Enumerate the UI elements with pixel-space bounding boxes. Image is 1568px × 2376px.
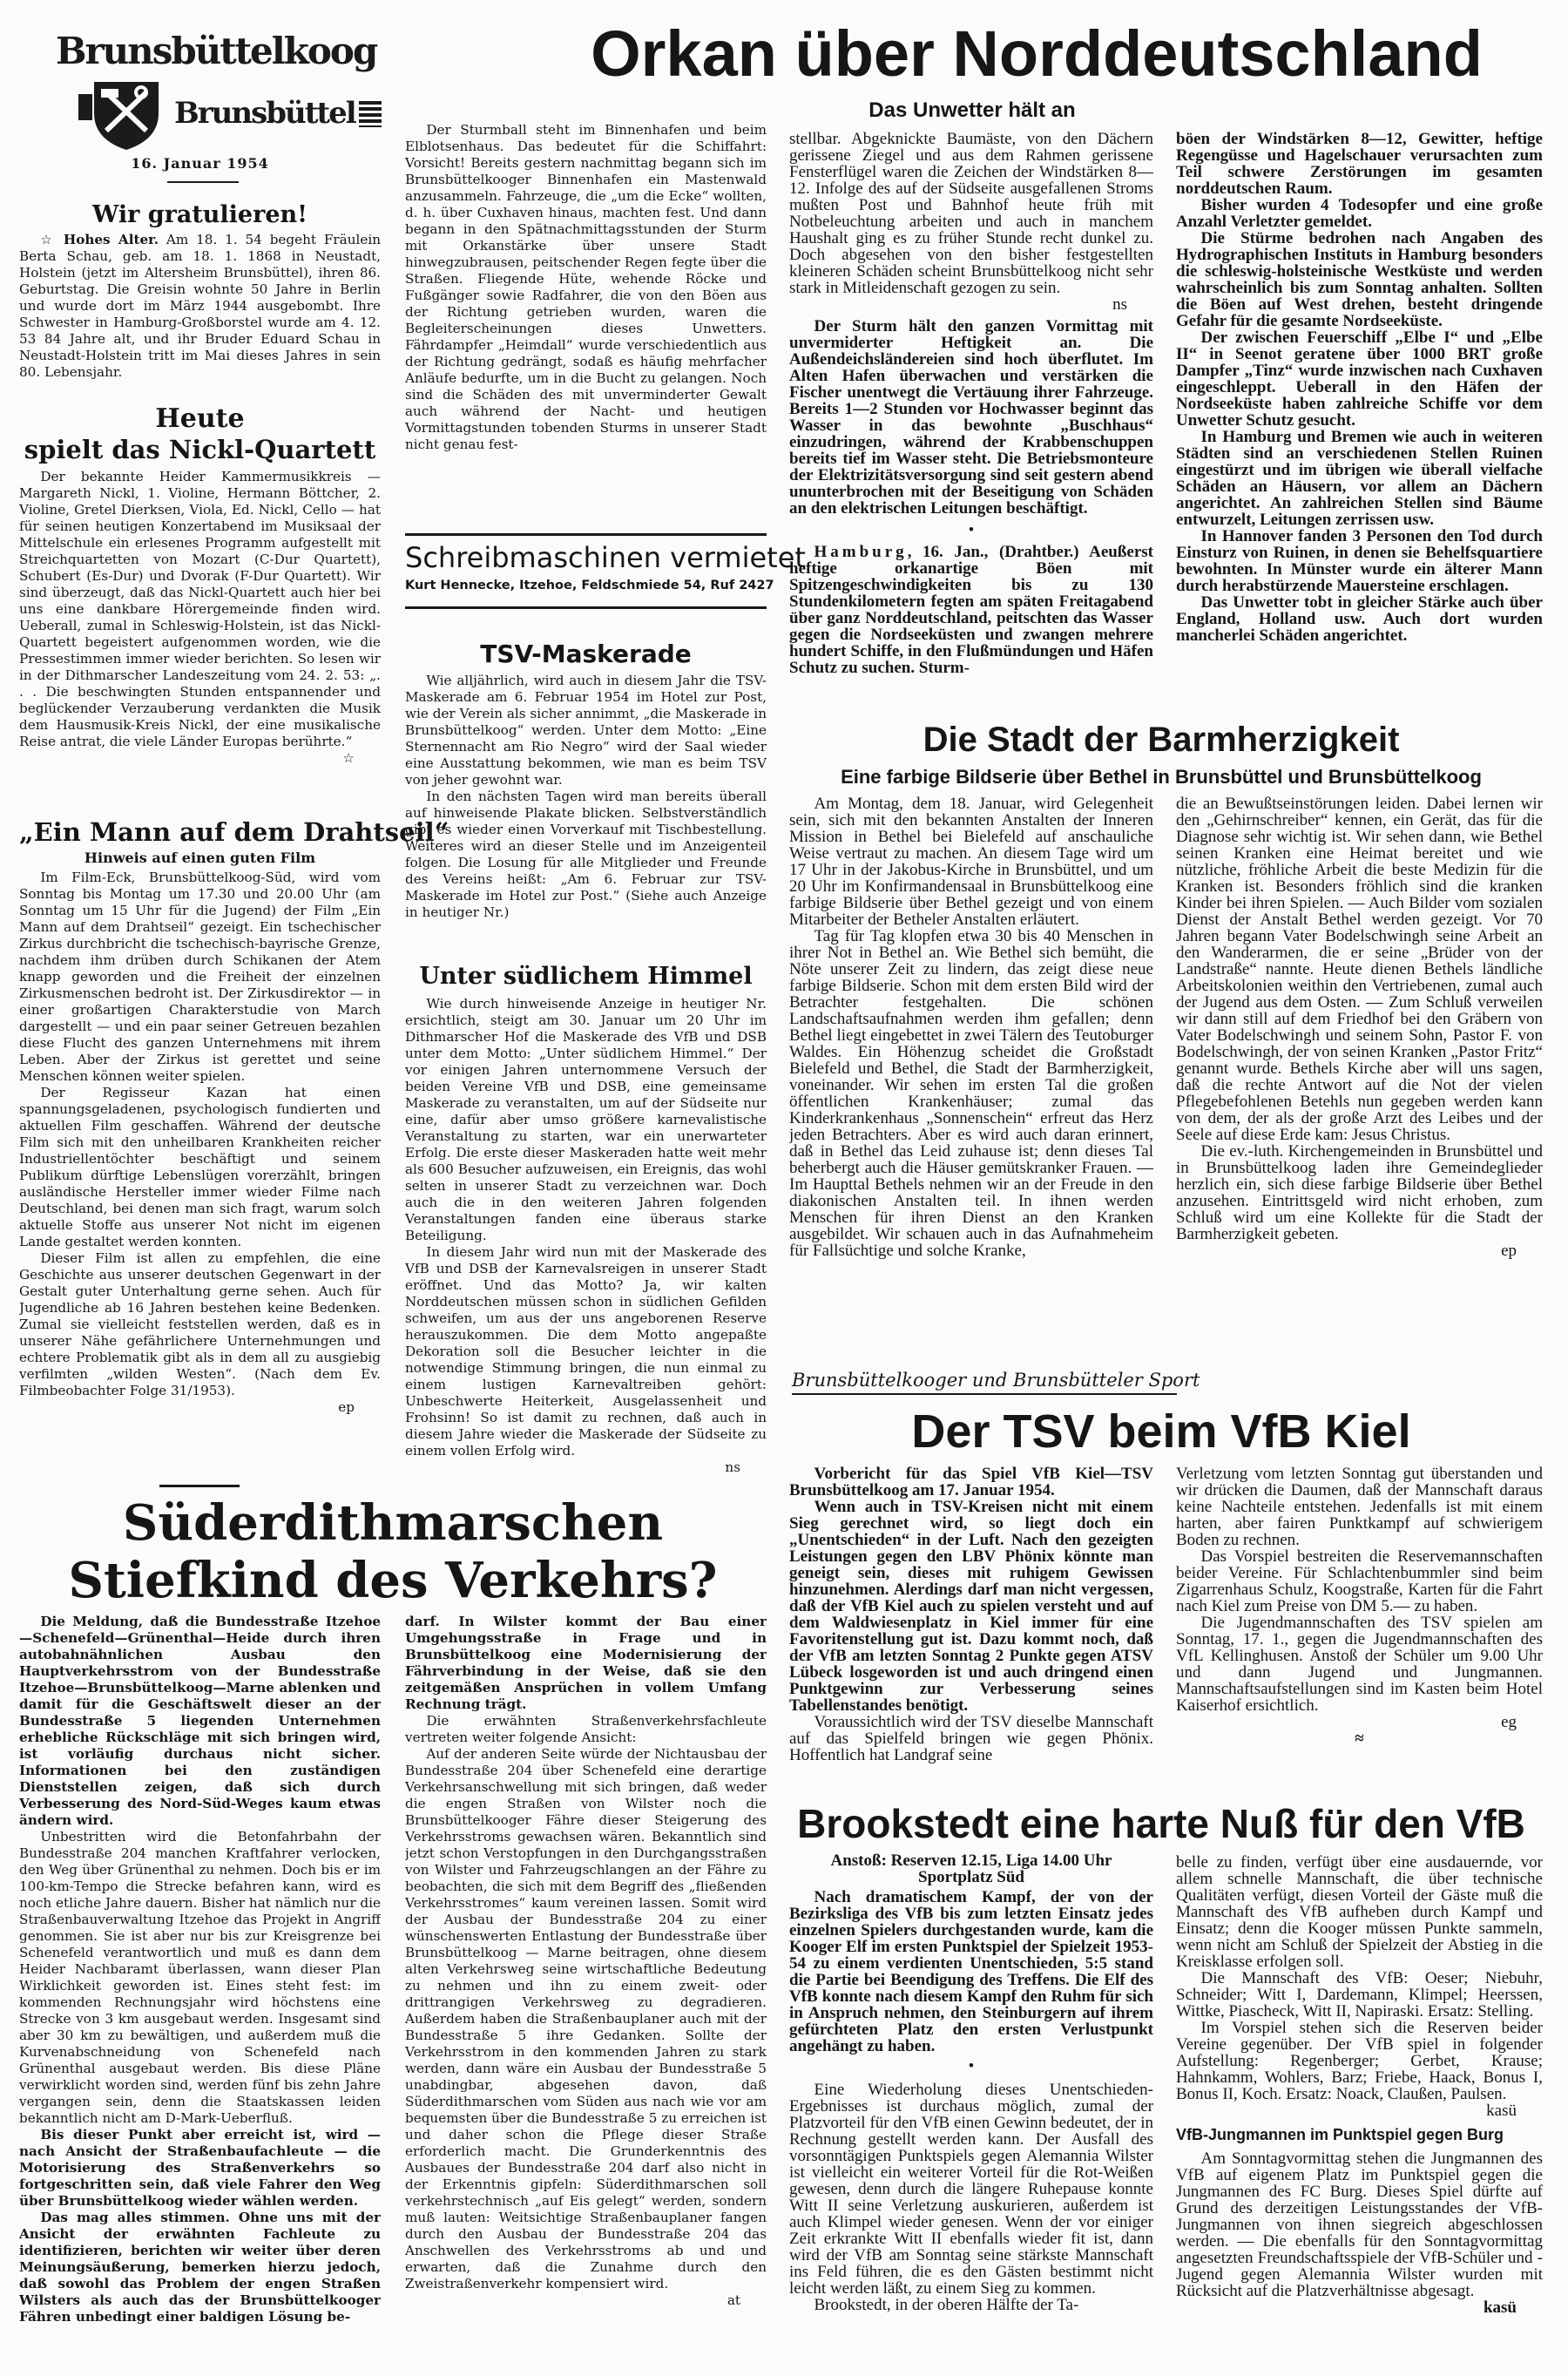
article-body-verkehr-col1 bbox=[19, 1614, 381, 2372]
article-subheading-bethel: Eine farbige Bildserie über Bethel in Brunsbüttel und Brunsbüttelkoog bbox=[841, 766, 1482, 788]
article-heading-maskerade: TSV-Maskerade bbox=[480, 640, 692, 668]
paragraph-list bbox=[789, 131, 1153, 296]
logo-ribbon-decoration bbox=[359, 101, 382, 127]
paragraph: Bisher wurden 4 Todesopfer und eine große Anzahl Verletzter gemeldet. bbox=[1176, 196, 1543, 231]
paragraph-list bbox=[789, 795, 1153, 1259]
article-body-sturmball bbox=[405, 122, 767, 497]
main-subheadline: Das Unwetter hält an bbox=[868, 98, 1076, 122]
paragraph: In den nächsten Tagen wird man bereits überall auf hinweisende Plakate blicken. Selbstverständlich gibt es wieder einen Vorverkauf mit Tischbestellung. Weiteres wird an dieser Stelle und im Anzeigenteil folgen. Die Losung für alle Mitglieder und Freunde des Vereins heißt: „Am 6. Februar zur TSV-Maskerade im Hotel zur Post.“ (Siehe auch Anzeige in heutiger Nr.) bbox=[405, 789, 767, 920]
paragraph: Das Unwetter tobt in gleicher Stärke auch über England, Holland usw. Auch dort wurden mancherlei Schäden angerichtet. bbox=[1176, 593, 1543, 645]
paragraph: Unbestritten wird die Betonfahrbahn der Bundesstraße 204 manchen Kraftfahrer verlocken, den Weg über Grünenthal zu nehmen. Doch bis er im 100-km-Tempo die Strecke befahren kann, wird es noch etliche Jahre dauern. Bisher hat nämlich nur die Straßenbauverwaltung Itzehoe das Projekt in Angriff genommen. Sie ist aber nur bis zur Kreisgrenze bei Schenefeld verantwortlich und muß es dann dem Heider Nachbaramt überlassen, wann dieser Plan Wirklichkeit geworden ist. Eines steht fest: im kommenden Rechnungsjahr wird höchstens eine Strecke von 3 km ausgebaut werden. Insgesamt sind aber 30 km zu bewältigen, und außerdem muß die Kurvenabschneidung von Schenefeld nach Grünenthal ausgebaut werden. Bis diese Pläne verwirklicht worden sind, werden fünf bis zehn Jahre vergangen sein, denn die Staatskassen leiden bekanntlich nicht am D-Mark-Ueberfluß. bbox=[19, 1829, 381, 2126]
paragraph-list bbox=[405, 673, 767, 921]
article-body-bethel-col4 bbox=[1176, 795, 1543, 1364]
paragraph: stellbar. Abgeknickte Baumäste, von den Dächern gerissene Ziegel und aus dem Rahmen gerissene Fensterflügel waren die Zeichen der Windstärken 8—12. Infolge des auf der Südseite ausgefallenen Stroms mußten Post und Bahnhof heute früh mit Notbeleuchtung arbeiten und auch in manchem Haushalt ging es zu früher Stunde recht dunkel zu. Doch abgesehen von den bisher festgestellten kleineren Schäden scheint Brunsbüttelkoog nicht sehr stark in Mitleidenschaft gezogen zu sein. bbox=[789, 131, 1153, 297]
article-body-bethel-col3 bbox=[789, 795, 1153, 1353]
advertisement-address: Kurt Hennecke, Itzehoe, Feldschmiede 54, Ruf 2427 bbox=[405, 579, 774, 592]
paragraph: Der zwischen Feuerschiff „Elbe I“ und „Elbe II“ in Seenot geratene über 1000 BRT große Dampfer „Tinz“ wurde inzwischen nach Cuxhaven eingeschleppt. Ueberall in den Häfen der Nordseeküste haben zahlreiche Schiffe vor dem Unwetter Schutz gesucht. bbox=[1176, 328, 1543, 430]
paragraph: Das mag alles stimmen. Ohne uns mit der Ansicht der erwähnten Fachleute zu identifizieren, berichten wir weiter über deren Meinungsäußerung, bemerken hierzu jedoch, daß sowohl das Problem der engen Straßen Wilsters als auch das der Brunsbüttelkooger Fähren unbedingt einer baldigen Lösung be- bbox=[19, 2210, 381, 2325]
paragraph-list bbox=[405, 996, 767, 1459]
paragraph: In Hannover fanden 3 Personen den Tod durch Einsturz von Ruinen, in denen sie Behelfsquartiere bewohnten. In Münster wurde ein älterer Mann durch herabstürzende Mauersteine erschlagen. bbox=[1176, 527, 1543, 595]
paragraph-list bbox=[405, 1614, 767, 2292]
author-signature: ep bbox=[338, 1399, 355, 1415]
article-divider bbox=[159, 1485, 240, 1487]
paragraph: In Hamburg und Bremen wie auch in weiteren Städten sind an verschiedenen Stellen Ruinen eingestürzt und im übrigen wie überall vielfache Schäden an Häusern, vor allem an Dächern angerichtet. An zahlreichen Stellen sind Bäume entwurzelt, Leitungen zerrissen usw. bbox=[1176, 428, 1543, 529]
article-heading-himmel: Unter südlichem Himmel bbox=[419, 963, 753, 990]
article-body-brookstedt-col4 bbox=[1176, 1854, 1543, 2375]
article-body-verkehr-col2 bbox=[405, 1614, 767, 2372]
paragraph-list bbox=[405, 122, 767, 453]
paragraph: Verletzung vom letzten Sonntag gut überstanden und wir drücken die Daumen, daß der Mannschaft daraus keine Nachteile entstehen. Jedenfalls ist mit einem harten, aber fairen Punktkampf auf schwierigem Boden zu rechnen. bbox=[1176, 1466, 1543, 1549]
paragraph: Eine Wiederholung dieses Unentschieden-Ergebnisses ist durchaus möglich, zumal der Platzvorteil für den VfB einen Gewinn bedeutet, der in Rechnung gestellt werden kann. Der Ausfall des vorsonntägigen Punktspiels gegen Alemannia Wilster ist vielleicht ein weiterer Vorteil für die Rot-Weißen gewesen, denn durch die längere Ruhepause konnte Witt II seine Verletzung auskurieren, außerdem ist auch Klimpel wieder genesen. Wenn der vor einiger Zeit erkrankte Witt II ebenfalls wieder fit ist, dann wird der VfB am Sonntag seine stärkste Mannschaft ins Feld führen, die es den Gästen bestimmt nicht leicht werden läßt, zu einem Sieg zu kommen. bbox=[789, 2081, 1153, 2298]
paragraph: Im Vorspiel stehen sich die Reserven beider Vereine gegenüber. Der VfB spiel in folgender Aufstellung: Regenberger; Gerbet, Krause; Hahnkamm, Wohlers, Barz; Friebe, Haack, Bonus I, Bonus II, Koch. Ersatz: Noack, Claußen, Paulsen. bbox=[1176, 2019, 1543, 2103]
article-heading-tsv-kiel: Der TSV beim VfB Kiel bbox=[911, 1405, 1411, 1458]
article-body-nickl bbox=[19, 469, 381, 816]
section-label-underline bbox=[792, 1393, 1177, 1395]
paragraph: Der Sturm hält den ganzen Vormittag mit unvermiderter Heftigkeit an. Die Außendeichsländereien sind hoch überflutet. Im Alten Hafen überwachen und verstärken die Fischer unentwegt die Vertäuung ihrer Fahrzeuge. Bereits 1—2 Stunden vor Hochwasser beginnt das Wasser in das bewohnte „Buschhaus“ einzudringen, während der Krabbenschuppen bereits tief im Wasser steht. Die Betriebsmonteure der Elektrizitätsversorgung sind seit gestern abend ununterbrochen mit der Beseitigung von Schäden an den elektrischen Leitungen beschäftigt. bbox=[789, 317, 1153, 518]
article-body-himmel bbox=[405, 996, 767, 1510]
paragraph: Wenn auch in TSV-Kreisen nicht mit einem Sieg gerechnet wird, so liegt doch ein „Unentschieden“ in der Luft. Nach den gezeigten Leistungen gegen den LBV Phönix könnte man geneigt sein, dieses mit ruhigem Gewissen hinzunehmen. Alerdings darf man nicht vergessen, daß der VfB Kiel auch zu spielen versteht und auf dem Waldwiesenplatz in Kiel immer für eine Favoritenstellung gut ist. Dazu kommt noch, daß der VfB am letzten Sonntag 2 Punkte gegen ATSV Lübeck losgeworden ist und auch dringend einen Punktgewinn zur Verbesserung seines Tabellenstandes benötigt. bbox=[789, 1498, 1153, 1715]
article-body-tsv-col3 bbox=[789, 1466, 1153, 1793]
article-heading-wir-gratulieren: Wir gratulieren! bbox=[91, 201, 308, 228]
article-heading-verkehr-line1: Süderdithmarschen bbox=[122, 1494, 664, 1552]
article-body-wir-gratulieren bbox=[19, 232, 381, 403]
paragraph: Die ev.-luth. Kirchengemeinden in Brunsbüttel und in Brunsbüttelkoog laden ihre Gemeindeglieder herzlich ein, sich diese farbige Bildserie über Bethel anzusehen. Eintrittsgeld wird nicht erhoben, zum Schluß wird um eine Kollekte für die Stadt der Barmherzigkeit gebeten. bbox=[1176, 1142, 1543, 1243]
lead-text: Hohes Alter. bbox=[63, 232, 159, 247]
paragraph: Im Film-Eck, Brunsbüttelkoog-Süd, wird vom Sonntag bis Montag um 17.30 und 20.00 Uhr (am Sonntag um 15 Uhr für die Jugend) der Film „Ein Mann auf dem Drahtseil“ gezeigt. Ein tschechischer Zirkus durchbricht die tschechisch-bayrische Grenze, nachdem ihm drüben durch Schikanen der Atem knapp geworden und die Freiheit der einzelnen Zirkusmenschen bedroht ist. Der Zirkusdirektor — in einer großartigen Charakterstudie von March dargestellt — und ein paar seiner Getreuen bezahlen diese Flucht des ganzen Unternehmens mit ihrem Leben. Aber der Zirkus ist gerettet und seine Menschen können weiter spielen. bbox=[19, 870, 381, 1084]
paragraph: Vorbericht für das Spiel VfB Kiel—TSV Brunsbüttelkoog am 17. Januar 1954. bbox=[789, 1466, 1153, 1499]
paragraph-list bbox=[19, 870, 381, 1399]
separator-bullet: • bbox=[968, 2057, 975, 2075]
paragraph: Die erwähnten Straßenverkehrsfachleute vertreten weiter folgende Ansicht: bbox=[405, 1713, 767, 1745]
article-heading-brookstedt: Brookstedt eine harte Nuß für den VfB bbox=[797, 1801, 1525, 1846]
masthead-logo bbox=[52, 24, 383, 151]
paragraph: Tag für Tag klopfen etwa 30 bis 40 Menschen in ihrer Not in Bethel an. Wie Bethel sich bemüht, die Nöte unserer Zeit zu lindern, das zeigt diese neue farbige Bildserie. Schon mit dem ersten Bild wird der Betrachter festgehalten. Die schönen Landschaftsaufnahmen werden ihm gefallen; denn Bethel liegt eingebettet in zwei Tälern des Teutoburger Waldes. Ein Höhenzug scheidet die Großstadt Bielefeld und Bethel, die Stadt der Barmherzigkeit, voneinander. Wir sehen im ersten Tal die großen öffentlichen Krankenhäuser; zumal das Kinderkrankenhaus „Sonnenschein“ erfreut das Herz jeden Betrachters. Aber es wird auch daran erinnert, daß in Bethel das Leid zuhause ist; denn dieses Tal beherbergt auch die Häuser gemütskranker Frauen. — Im Haupttal Bethels nehmen wir an der Freude in den diakonischen Anstalten teil. In ihnen werden Menschen für ihren Dienst an den Kranken ausgebildet. Wir schauen auch in das Aufnahmeheim für Fallsüchtige und solche Kranke, bbox=[789, 927, 1153, 1260]
paragraph-list bbox=[789, 1466, 1153, 1714]
ad-top-rule bbox=[405, 533, 767, 536]
paragraph-list bbox=[789, 1889, 1153, 2054]
paragraph: Die Stürme bedrohen nach Angaben des Hydrographischen Instituts in Hamburg besonders die schleswig-holsteinische Westküste und werden wahrscheinlich bis zum Sonntag anhalten. Sollten die Böen auf West drehen, besteht dringende Gefahr für die gesamte Nordseeküste. bbox=[1176, 229, 1543, 330]
article-body-brookstedt-col3 bbox=[789, 1889, 1153, 2373]
paragraph-list bbox=[1176, 2150, 1543, 2299]
paragraph-list bbox=[789, 318, 1153, 517]
paragraph: Das Vorspiel bestreiten die Reservemannschaften beider Vereine. Für Schlachtenbummler sind beim Zigarrenhaus Schulz, Koogstraße, Karten für die Fahrt nach Kiel zum Preise von DM 5.— zu haben. bbox=[1176, 1547, 1543, 1615]
paragraph: Die Jugendmannschaften des TSV spielen am Sonntag, 17. 1., gegen die Jugendmannschaften des VfL Kellinghusen. Anstoß der Schüler um 9.00 Uhr und dann Jugend und Jungmannen. Mannschaftsaufstellungen sind im Kasten beim Hotel Kaiserhof ersichtlich. bbox=[1176, 1614, 1543, 1715]
author-signature: at bbox=[727, 2292, 740, 2308]
paragraph: Der Regisseur Kazan hat einen spannungsgeladenen, psychologisch fundierten und aktuellen Film geschaffen. Während der deutsche Film sich mit den unheilbaren Krankheiten reicher Industriellentöchter beschäftigt und seinem Publikum dürftige Lebenslügen vorerzählt, bringen ausländische Hersteller immer wieder Filme nach Deutschland, bei denen man sich fragt, warum solch aktuelle Stoffe aus unserer Not nicht im eigenen Lande gestaltet werden konnten. bbox=[19, 1085, 381, 1249]
paragraph: belle zu finden, verfügt über eine ausdauernde, vor allem schnelle Mannschaft, die über technische Qualitäten verfügt, diesen Vorteil der Gäste muß die Mannschaft des VfB aufheben durch Kampf und Einsatz; denn die Kooger müssen Punkte sammeln, wenn nicht am Schluß der Spielzeit der Abstieg in die Kreisklasse erfolgen soll. bbox=[1176, 1854, 1543, 1971]
paragraph-list bbox=[1176, 131, 1543, 644]
issue-date: 16. Januar 1954 bbox=[131, 155, 269, 172]
paragraph: In diesem Jahr wird nun mit der Maskerade des VfB und DSB der Karnevalsreigen in unserer Stadt eröffnet. Und das Motto? Ja, wir kalten Norddeutschen müssen schon in südlichen Gefilden schweifen, um aus der uns angeborenen Reserve herauszukommen. Die dem Motto angepaßte Dekoration soll die Besucher leichter in die notwendige Stimmung bringen, die nun einmal zu einem lustigen Karnevaltreiben gehört: Unbeschwerte Heiterkeit, Ausgelassenheit und Frohsinn! So ist damit zu rechnen, daß auch in diesem Jahre wieder die Maskerade der Südseite zu einem vollen Erfolg wird. bbox=[405, 1244, 767, 1459]
paragraph: Bis dieser Punkt aber erreicht ist, wird — nach Ansicht der Straßenbaufachleute — die Motorisierung des Straßenverkehrs so fortgeschritten sein, daß viele Fahrer den Weg über Brunsbüttelkoog wieder wählen werden. bbox=[19, 2127, 381, 2209]
article-body-tsv-col4 bbox=[1176, 1466, 1543, 1797]
author-signature: ns bbox=[725, 1459, 740, 1475]
author-signature: kasü bbox=[1486, 2102, 1517, 2120]
kickoff-info bbox=[789, 1852, 1153, 1885]
kickoff-line-1: Anstoß: Reserven 12.15, Liga 14.00 Uhr bbox=[830, 1851, 1112, 1870]
paragraph: Die Mannschaft des VfB: Oeser; Niebuhr, Schneider; Witt I, Dardemann, Klimpel; Heerssen, Wittke, Piascheck, Witt II, Napiraski. Ersatz: Stelling. bbox=[1176, 1969, 1543, 2021]
dateline: Hamburg bbox=[814, 543, 908, 561]
paragraph-list bbox=[19, 469, 381, 750]
body-text: Am 18. 1. 54 begeht Fräulein Berta Schau, geb. am 18. 1. 1868 in Neustadt, Holstein (jetzt im Altersheim Brunsbüttel), ihren 86. Geburtstag. Die Greisin wohnte 50 Jahre in Berlin und wurde dort im März 1944 ausgebombt. Ihre Schwester in Hamburg-Großborstel wurde am 4. 12. 53 84 Jahre alt, und ihr Bruder Eduard Schau in Neustadt-Holstein tritt im Mai dieses Jahres in sein 80. Lebensjahr. bbox=[19, 232, 381, 380]
paragraph: Nach dramatischem Kampf, der von der Bezirksliga des VfB bis zum letzten Einsatz jedes einzelnen Spielers durchgestanden wurde, kam die Kooger Elf im ersten Punktspiel der Spielzeit 1953-54 zu einem verdienten Unentschieden, 5:5 stand die Partie bei Beendigung des Treffens. Die Elf des VfB konnte nach diesem Kampf den Ruhm für sich in Anspruch nehmen, den Steinburgern auf ihrem gefürchteten Platz den ersten Verlustpunkt angehängt zu haben. bbox=[789, 1889, 1153, 2055]
paragraph: Der Sturmball steht im Binnenhafen und beim Elblotsenhaus. Das bedeutet für die Schiffahrt: Vorsicht! Bereits gestern nachmittag begann sich im Brunsbüttelkooger Binnenhafen ein Mastenwald anzusammeln. Fahrzeuge, die „um die Ecke“ wollten, d. h. über Cuxhaven hinaus, machten fest. Und dann begann in den Spätnachmittagsstunden der Sturm mit Orkanstärke über unsere Stadt hinwegzubrausen, peitschender Regen fegte über die Straßen. Fliegende Hüte, wehende Röcke und Fußgänger sowie Radfahrer, die von den Böen aus der Richtung getrieben wurden, waren die Begleiterscheinungen dieses Unwetters. Fährdampfer „Heimdall“ wurde verschiedentlich aus der Richtung gedrängt, sodaß es häufig mehrfacher Anläufe bedurfte, um in die Bucht zu gelangen. Noch sind die Schäden des mit unverminderter Gewalt auch während der Nacht- und heutigen Vormittagstunden tobenden Sturms in unserer Stadt nicht genau fest- bbox=[405, 122, 767, 452]
paragraph: Wie durch hinweisende Anzeige in heutiger Nr. ersichtlich, steigt am 30. Januar um 20 Uhr im Dithmarscher Hof die Maskerade des VfB und DSB unter dem Motto: „Unter südlichem Himmel.“ Der vor einigen Jahren unternommene Versuch der beiden Vereine VfB und DSB, eine gemeinsame Maskerade zu veranstalten, um auf der Südseite nur eine, dafür aber umso größere karnevalistische Veranstaltung zu starten, war ein unerwarteter Erfolg. Die erste dieser Maskeraden hatte weit mehr als 600 Besucher aufzuweisen, ein Ereignis, das wohl selten in unserer Stadt zu verzeichnen war. Doch auch die in den weiteren Jahren folgenden Veranstaltungen fanden eine überaus starke Beteiligung. bbox=[405, 996, 767, 1243]
article-heading-drahtseil: „Ein Mann auf dem Drahtseil“ bbox=[19, 817, 449, 847]
article-heading-jungmannen: VfB-Jungmannen im Punktspiel gegen Burg bbox=[1176, 2126, 1504, 2143]
body-text: , 16. Jan., (Drahtber.) Aeußerst heftige orkanartige Böen mit Spitzengeschwindigkeiten bis zu 130 Stundenkilometern fegten am späten Freitagabend über ganz Norddeutschland, peitschten das Wasser gegen die Nordseeküsten und zwangen mehrere hundert Schiffe, in den Flußmündungen und Häfen Schutz zu suchen. Sturm- bbox=[789, 543, 1153, 677]
paragraph: Die Meldung, daß die Bundesstraße Itzehoe—Schenefeld—Grünenthal—Heide durch ihren autobahnähnlichen Ausbau den Hauptverkehrsstrom von der Bundesstraße Itzehoe—Brunsbüttelkoog—Marne ablenken und damit für die Geschäftswelt dieser an der Bundesstraße 5 liegenden Unternehmen erhebliche Rückschläge mit sich bringen wird, ist vorläufig durchaus nicht sicher. Informationen bei den zuständigen Dienststellen zeigen, daß sich durch Verbesserung des Nord-Süd-Weges kaum etwas ändern wird. bbox=[19, 1614, 381, 1828]
article-heading-verkehr-line2: Stiefkind des Verkehrs? bbox=[68, 1552, 718, 1609]
article-heading-bethel: Die Stadt der Barmherzigkeit bbox=[923, 721, 1400, 759]
author-signature: eg bbox=[1501, 1713, 1517, 1731]
advertisement-title: Schreibmaschinen vermietet bbox=[405, 541, 806, 574]
author-signature: ep bbox=[1501, 1242, 1517, 1260]
date-underline bbox=[167, 181, 239, 183]
paragraph: Wie alljährlich, wird auch in diesem Jahr die TSV-Maskerade am 6. Februar 1954 im Hotel zur Post, wie der Verein als sicher annimmt, „die Maskerade in Brunsbüttelkoog“ werden. Unter dem Motto: „Eine Sternennacht am Rio Negro“ wird der Saal wieder eine Ausstattung bekommen, wie man es beim TSV von jeher gewohnt war. bbox=[405, 673, 767, 788]
paragraph-list bbox=[19, 1614, 381, 2325]
article-subheading-drahtseil: Hinweis auf einen guten Film bbox=[84, 850, 316, 866]
article-heading-nickl-line2: spielt das Nickl-Quartett bbox=[24, 435, 376, 464]
article-body-maskerade bbox=[405, 673, 767, 957]
paragraph: darf. In Wilster kommt der Bau einer Umgehungsstraße in Frage und in Brunsbüttelkoog eine Modernisierung der Fährverbindung in der Weise, daß sie den zeitgemäßen Ansprüchen in vollem Umfang Rechnung trägt. bbox=[405, 1614, 767, 1712]
star-icon: ☆ bbox=[40, 232, 56, 247]
logo-line-1: Brunsbüttelkoog bbox=[56, 30, 377, 72]
section-label-sport: Brunsbüttelkooger und Brunsbütteler Sport bbox=[792, 1370, 1200, 1391]
author-signature: ☆ bbox=[342, 750, 355, 766]
article-body-drahtseil bbox=[19, 870, 381, 1481]
separator-bullet: • bbox=[968, 521, 975, 539]
paragraph-list bbox=[1176, 1466, 1543, 1714]
paragraph: Dieser Film ist allen zu empfehlen, die eine Geschichte aus unserer deutschen Gegenwart in der Gestalt guter Unterhaltung gerne sehen. Auch für Jugendliche ab 16 Jahren bestehen keine Bedenken. Zumal sie vielleicht feststellen werden, daß es in unserer Nähe gefährlichere Unternehmungen und echtere Problematik gibt als in dem all zu ausgiebig verfilmten „wilden Westen“. (Nach dem Ev. Filmbeobachter Folge 31/1953). bbox=[19, 1250, 381, 1398]
paragraph-list bbox=[1176, 1854, 1543, 2102]
coat-of-arms-icon bbox=[78, 78, 174, 152]
kickoff-line-2: Sportplatz Süd bbox=[918, 1868, 1024, 1886]
paragraph-list bbox=[1176, 795, 1543, 1242]
article-body-storm-col4 bbox=[1176, 131, 1543, 713]
paragraph: Der bekannte Heider Kammermusikkreis — Margareth Nickl, 1. Violine, Hermann Böttcher, 2. Violine, Gretel Dierksen, Viola, Ed. Nickl, Cello — hat für seinen heutigen Konzertabend im Musiksaal der Mittelschule ein erlesenes Programm aufgestellt mit Streichquartetten von Mozart (C-Dur Quartett), Schubert (Es-Dur) und Dvorak (F-Dur Quartett). Wir sind überzeugt, daß das Nickl-Quartett auch hier bei uns eine dankbare Hörergemeinde finden wird. Ueberall, zumal in Schleswig-Holstein, ist das Nickl-Quartett begeistert aufgenommen worden, wie die Pressestimmen immer wieder berichten. So lesen wir in der Dithmarscher Landeszeitung vom 24. 2. 53: „. . . Die beschwingten Stunden entspannender und beglückender Verzauberung verdankten die Musik dem Hausmusik-Kreis Nickl, der eine musikalische Reise antrat, die viele Länder Europas berührte.“ bbox=[19, 469, 381, 749]
logo-line-2: Brunsbüttel bbox=[174, 96, 355, 131]
paragraph: böen der Windstärken 8—12, Gewitter, heftige Regengüsse und Hagelschauer verursachten zum Teil schwere Zerstörungen im gesamten norddeutschen Raum. bbox=[1176, 131, 1543, 198]
paragraph-list bbox=[789, 2082, 1153, 2313]
paragraph: Brookstedt, in der oberen Hälfte der Ta- bbox=[814, 2296, 1079, 2314]
author-signature: kasü bbox=[1483, 2298, 1517, 2317]
article-heading-nickl-line1: Heute bbox=[155, 403, 245, 434]
author-signature: ns bbox=[1112, 295, 1127, 314]
paragraph-list bbox=[789, 1714, 1153, 1763]
paragraph: Voraussichtlich wird der TSV dieselbe Mannschaft auf das Spielfeld bringen wie gegen Phönix. Hoffentlich hat Landgraf seine bbox=[789, 1713, 1153, 1764]
ornament-divider: ≈ bbox=[1355, 1730, 1364, 1748]
ad-bottom-rule bbox=[405, 606, 767, 609]
article-body-storm-col3 bbox=[789, 131, 1153, 713]
paragraph: die an Bewußtseinstörungen leiden. Dabei lernen wir den „Gehirnschreiber“ kennen, ein Gerät, das für die Diagnose sehr wichtig ist. Wir sehen dann, wie Bethel seinen Kranken eine Heimat bereitet und wie nützliche, fröhliche Arbeit die beste Medizin für die Kranken ist. Besonders fröhlich sind die kranken Kinder bei ihren Spielen. — Auch Bilder vom sozialen Dienst der Anstalt Bethel werden gezeigt. Vor 70 Jahren begann Vater Bodelschwingh seine Arbeit an den Wanderarmen, die er seine „Brüder von der Landstraße“ nannte. Heute dienen Bethels ländliche Arbeitskolonien weithin den Vertriebenen, zumal auch der Jugend aus dem Osten. — Zum Schluß verweilen wir dann still auf dem Friedhof bei den Gräbern von Vater Bodelschwingh und seinem Sohn, Pastor F. von Bodelschwingh, der von seinen Kranken „Pastor Fritz“ genannt wurde. Bethels Kirche aber will uns sagen, daß die rechte Antwort auf die Not der vielen Pflegebefohlenen Betehls nun gegeben werden kann von dem, der als der große Arzt des Leibes und der Seele auf diese Erde kam: Jesus Christus. bbox=[1176, 795, 1543, 1144]
paragraph: Am Sonntagvormittag stehen die Jungmannen des VfB auf eigenem Platz im Punktspiel gegen die Jungmannen des FC Burg. Dieses Spiel dürfte auf Grund des derzeitigen Leistungsstandes der VfB-Jungmannen von ihnen siegreich abgeschlossen werden. — Die ebenfalls für den Sonntagvormittag angesetzten Freundschaftsspiele der VfB-Schüler und -Jugend gegen Alemannia Wilster wurden mit Rücksicht auf die Platzverhältnisse abgesagt. bbox=[1176, 2149, 1543, 2300]
paragraph: Auf der anderen Seite würde der Nichtausbau der Bundesstraße 204 über Schenefeld eine derartige Verkehrsanschwellung mit sich bringen, daß weder die engen Straßen von Wilster noch die Brunsbüttelkooger Fähre dieser Steigerung des Verkehrsstroms gewachsen wären. Bekanntlich sind jetzt schon Verstopfungen in den Durchgangsstraßen von Wilster und Fahrzeugschlangen an der Fähre zu beobachten, die sich mit dem Begriff des „fließenden Verkehrsstromes“ kaum vereinen lassen. Somit wird der Ausbau der Bundesstraße 204 zu einer wünschenswerten Entlastung der Bundesstraße über Brunsbüttelkoog — Marne beitragen, ohne diesem alten Verkehrsweg seine wirtschaftliche Bedeutung zu nehmen und ihn zu einem zweit- oder drittrangigen Verkehrsweg zu degradieren. Außerdem haben die Straßenbauplaner auch mit der Bundesstraße 5 ihre Gedanken. Sollte der Verkehrsstrom in den kommenden Jahren zu stark werden, dann wäre ein Ausbau der Bundesstraße 5 unabdingbar, abgesehen davon, daß Süderdithmarschen vom Süden aus nach wie vor am bequemsten über die Bundesstraße 5 zu erreichen ist und daher schon die Pflege dieser Straße erforderlich macht. Die Grunderkenntnis des Ausbaues der Bundesstraße 204 darf also nicht in der Erkenntnis gipfeln: Süderdithmarschen soll verkehrstechnisch „auf Eis gelegt“ werden, sondern muß lauten: Weitsichtige Straßenbauplaner fangen durch den Ausbau der Bundesstraße 204 das Anschwellen des Verkehrsstroms ab und und erwarten, daß die Zunahme durch den Zweistraßenverkehr kompensiert wird. bbox=[405, 1746, 767, 2291]
main-headline: Orkan über Norddeutschland bbox=[591, 17, 1483, 90]
paragraph: Am Montag, dem 18. Januar, wird Gelegenheit sein, sich mit den bekannten Anstalten der Inneren Mission in Bethel bei Bielefeld auf anschauliche Weise vertraut zu machen. An diesem Tage wird um 17 Uhr in der Jakobus-Kirche in Brunsbüttel, und um 20 Uhr im Konfirmandensaal in Brunsbüttelkoog eine farbige Bildserie über Bethel gezeigt und von einem Mitarbeiter der Betheler Anstalten erläutert. bbox=[789, 795, 1153, 929]
